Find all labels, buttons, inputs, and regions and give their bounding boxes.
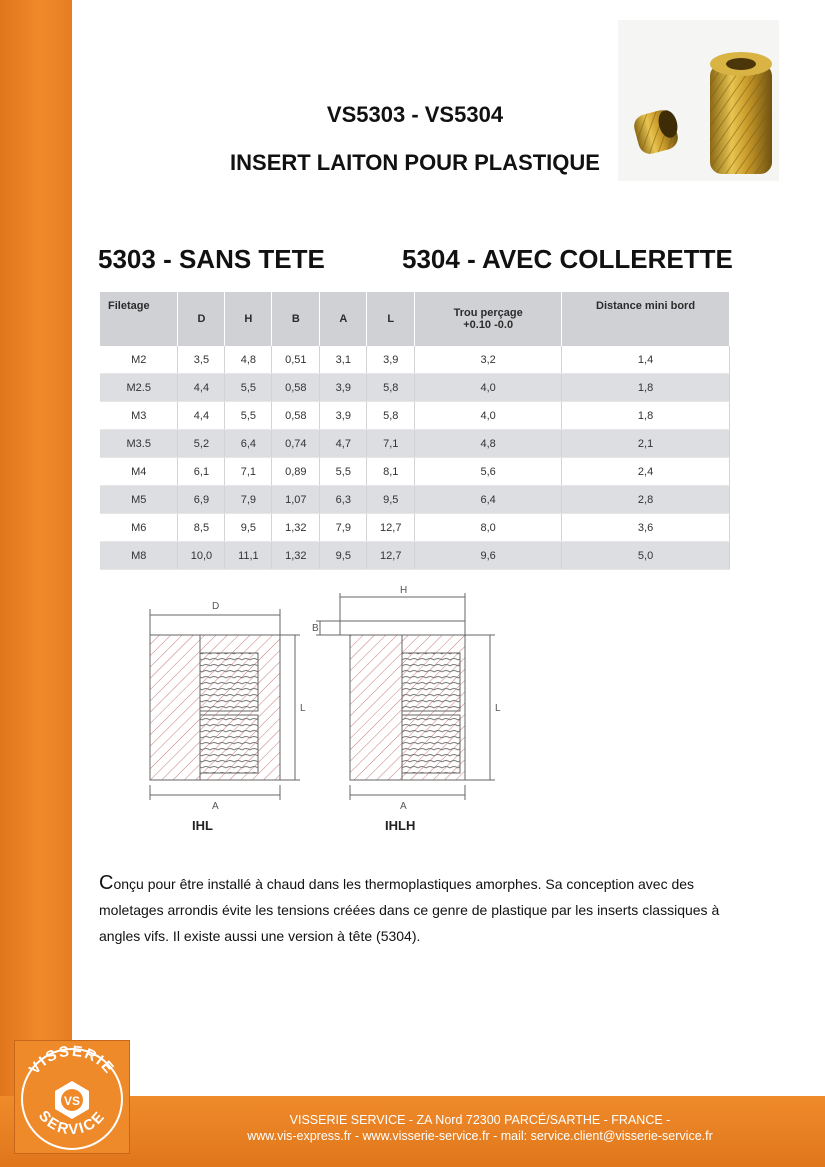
table-row xyxy=(100,486,730,514)
table-cell: 1,8 xyxy=(562,402,730,430)
table-cell: M8 xyxy=(100,542,178,570)
table-cell: 4,8 xyxy=(225,346,272,374)
table-cell: 3,5 xyxy=(178,346,225,374)
header-L: L xyxy=(367,292,415,346)
table-cell: 5,8 xyxy=(367,374,415,402)
dim-label-H: H xyxy=(400,585,408,596)
table-cell: 5,0 xyxy=(562,542,730,570)
table-row xyxy=(100,402,730,430)
technical-drawing xyxy=(130,585,510,845)
footer-contact xyxy=(150,1112,810,1144)
header-trou-line2: +0.10 -0.0 xyxy=(463,319,514,331)
table-cell: 8,0 xyxy=(415,514,562,542)
table-cell: 6,4 xyxy=(225,430,272,458)
table-cell: 3,9 xyxy=(320,402,367,430)
header-trou-percage xyxy=(415,292,562,346)
table-cell: 3,6 xyxy=(562,514,730,542)
table-cell: 11,1 xyxy=(225,542,272,570)
logo-bottom-text: SERVICE xyxy=(35,1107,109,1139)
page-subtitle: INSERT LAITON POUR PLASTIQUE xyxy=(230,150,600,175)
table-cell: M4 xyxy=(100,458,178,486)
left-orange-band xyxy=(0,0,72,1167)
table-cell: 2,1 xyxy=(562,430,730,458)
table-cell: 3,9 xyxy=(367,346,415,374)
table-cell: 5,5 xyxy=(320,458,367,486)
table-cell: M3 xyxy=(100,402,178,430)
table-cell: 4,0 xyxy=(415,402,562,430)
table-header-row xyxy=(100,292,730,346)
dim-label-A-left: A xyxy=(212,801,219,812)
header-H: H xyxy=(225,292,272,346)
header-filetage: Filetage xyxy=(100,292,178,346)
table-cell: 4,8 xyxy=(415,430,562,458)
table-cell: 6,1 xyxy=(178,458,225,486)
table-cell: 6,3 xyxy=(320,486,367,514)
table-cell: 12,7 xyxy=(367,514,415,542)
table-row xyxy=(100,458,730,486)
dimensions-table xyxy=(100,292,730,570)
table-cell: 1,32 xyxy=(272,542,320,570)
table-cell: 2,4 xyxy=(562,458,730,486)
table-cell: 3,1 xyxy=(320,346,367,374)
table-cell: 7,9 xyxy=(225,486,272,514)
table-cell: 9,5 xyxy=(367,486,415,514)
table-row xyxy=(100,346,730,374)
footer-links: www.vis-express.fr - www.visserie-service.fr - mail: service.client@visserie-service.fr xyxy=(247,1129,713,1143)
table-cell: M6 xyxy=(100,514,178,542)
dim-label-L-left: L xyxy=(300,703,306,714)
table-cell: 5,6 xyxy=(415,458,562,486)
logo-monogram: VS xyxy=(63,1094,81,1108)
table-cell: 9,6 xyxy=(415,542,562,570)
header-trou-line1: Trou perçage xyxy=(453,307,523,319)
table-cell: 5,5 xyxy=(225,374,272,402)
description-dropcap: C xyxy=(99,872,114,894)
table-cell: 0,58 xyxy=(272,374,320,402)
description-paragraph xyxy=(99,870,729,949)
table-cell: 4,7 xyxy=(320,430,367,458)
visserie-service-logo xyxy=(14,1040,130,1154)
table-cell: 2,8 xyxy=(562,486,730,514)
table-cell: 5,5 xyxy=(225,402,272,430)
table-cell: 8,5 xyxy=(178,514,225,542)
table-row xyxy=(100,374,730,402)
table-cell: 3,2 xyxy=(415,346,562,374)
table-cell: M2 xyxy=(100,346,178,374)
table-cell: 10,0 xyxy=(178,542,225,570)
svg-text:VISSERIE xyxy=(26,1043,118,1078)
table-row xyxy=(100,514,730,542)
dim-label-A-right: A xyxy=(400,801,407,812)
table-cell: 0,89 xyxy=(272,458,320,486)
table-cell: M3.5 xyxy=(100,430,178,458)
table-cell: 1,07 xyxy=(272,486,320,514)
table-cell: 0,51 xyxy=(272,346,320,374)
table-cell: 12,7 xyxy=(367,542,415,570)
table-cell: 5,8 xyxy=(367,402,415,430)
table-cell: 6,9 xyxy=(178,486,225,514)
logo-top-text: VISSERIE xyxy=(25,1042,119,1078)
table-cell: M5 xyxy=(100,486,178,514)
section-heading-5304: 5304 - AVEC COLLERETTE xyxy=(402,244,733,274)
dim-label-B: B xyxy=(312,623,319,634)
table-row xyxy=(100,430,730,458)
table-cell: 6,4 xyxy=(415,486,562,514)
table-body xyxy=(100,346,730,570)
table-cell: 5,2 xyxy=(178,430,225,458)
header-A: A xyxy=(320,292,367,346)
table-cell: 4,0 xyxy=(415,374,562,402)
header-B: B xyxy=(272,292,320,346)
table-cell: 0,74 xyxy=(272,430,320,458)
table-cell: 1,4 xyxy=(562,346,730,374)
table-cell: M2.5 xyxy=(100,374,178,402)
header-distance-mini-bord: Distance mini bord xyxy=(562,292,730,346)
table-cell: 7,1 xyxy=(225,458,272,486)
description-text: onçu pour être installé à chaud dans les thermoplastiques amorphes. Sa conception avec des moletages arrondis évite les tensions créées dans ce genre de plastique par les inserts classiques à angles vifs. Il existe aussi une version à tête (5304). xyxy=(99,876,720,944)
table-cell: 1,32 xyxy=(272,514,320,542)
table-cell: 9,5 xyxy=(225,514,272,542)
table-cell: 8,1 xyxy=(367,458,415,486)
table-row xyxy=(100,542,730,570)
caption-ihl: IHL xyxy=(192,818,213,833)
dim-label-L-right: L xyxy=(495,703,501,714)
table-cell: 0,58 xyxy=(272,402,320,430)
table-cell: 7,1 xyxy=(367,430,415,458)
table-cell: 7,9 xyxy=(320,514,367,542)
table-cell: 1,8 xyxy=(562,374,730,402)
table-cell: 3,9 xyxy=(320,374,367,402)
dim-label-D: D xyxy=(212,601,220,612)
table-cell: 4,4 xyxy=(178,374,225,402)
product-photo xyxy=(618,20,779,181)
page-title: VS5303 - VS5304 xyxy=(326,102,504,127)
section-heading-5303: 5303 - SANS TETE xyxy=(98,244,325,274)
caption-ihlh: IHLH xyxy=(385,818,416,833)
header-D: D xyxy=(178,292,225,346)
table-cell: 9,5 xyxy=(320,542,367,570)
footer-address: VISSERIE SERVICE - ZA Nord 72300 PARCÉ/SARTHE - FRANCE - xyxy=(289,1113,671,1127)
table-cell: 4,4 xyxy=(178,402,225,430)
